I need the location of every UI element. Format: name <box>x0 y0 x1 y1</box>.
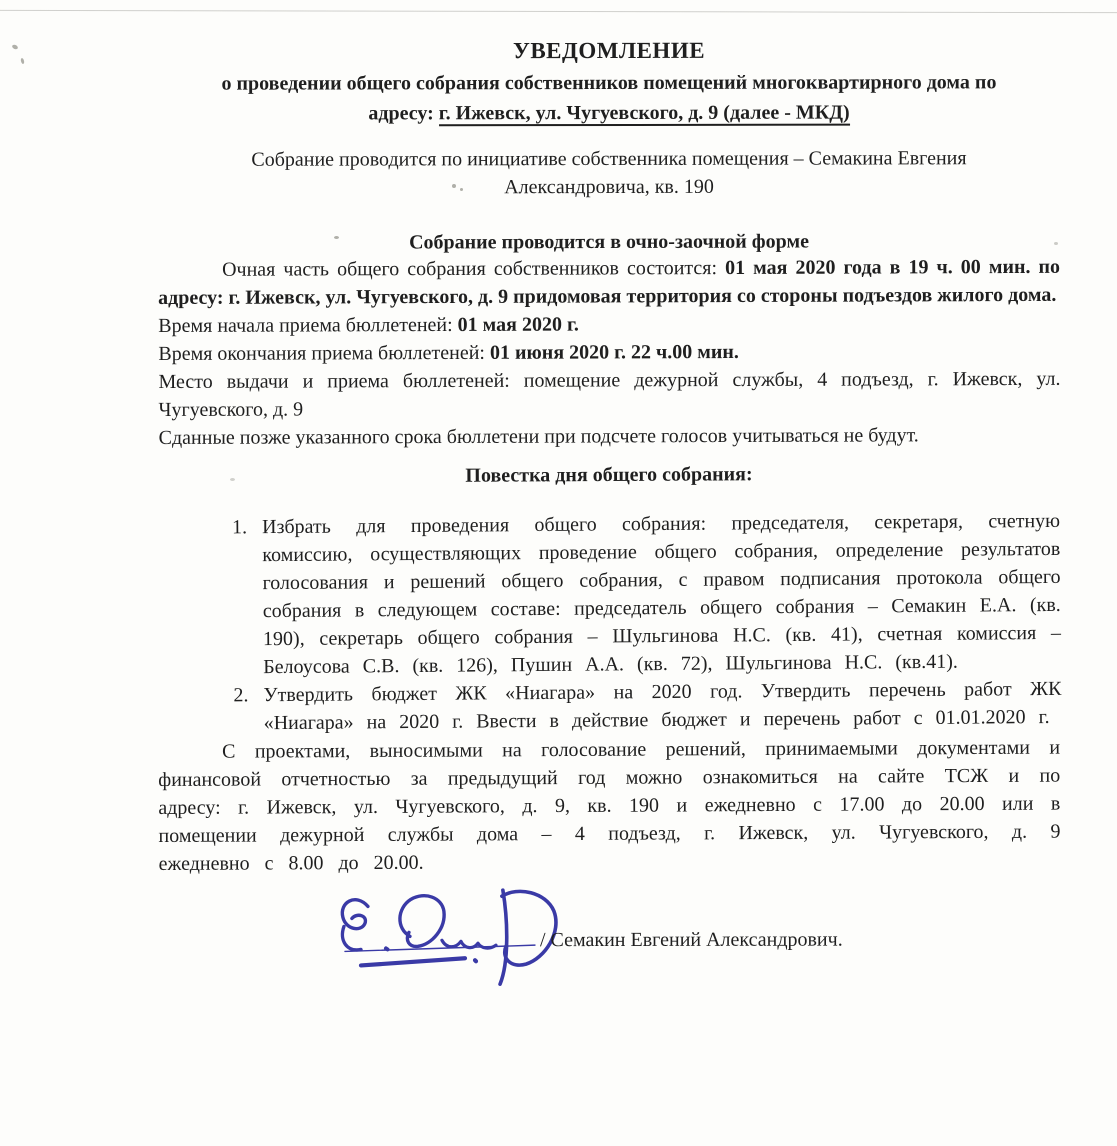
ballots-start-line <box>158 309 1060 340</box>
initiator-line-2: Александровича, кв. 190 <box>504 175 714 199</box>
meeting-details <box>158 253 1061 452</box>
ballots-end-line <box>158 337 1060 368</box>
ballots-place-line: Место выдачи и приема бюллетеней: помещение дежурной службы, 4 подъезд, г. Ижевск, ул. Чугуевского, д. 9 <box>158 367 1061 421</box>
agenda-item-1-text: Избрать для проведения общего собрания: председателя, секретаря, счетную комиссию, осуществляющих проведение общего собрания, определение результатов голосования и решений общего собрания, с правом подписания протокола общего собрания в следующем составе: председатель общего собрания – Семакин Е.А. (кв. 190), секретарь общего собрания – Шульгинова Н.С. (кв. 41), счетная комиссия – Белоусова С.В. (кв. 126), Пушин А.А. (кв. 72), Шульгинова Н.С. (кв.41). <box>262 509 1062 679</box>
subtitle-line-1: о проведении общего собрания собственников помещений многоквартирного дома по <box>221 71 997 95</box>
agenda-heading: Повестка дня общего собрания: <box>465 463 753 487</box>
subtitle-line-2 <box>158 97 1060 129</box>
agenda-item-2 <box>159 675 1061 738</box>
agenda-item-1-number: 1. <box>232 516 248 539</box>
in-person-label: Очная часть общего собрания собственников состоится: <box>222 257 726 281</box>
ballots-end-label: Время окончания приема бюллетеней: <box>158 341 491 365</box>
meeting-form-heading: Собрание проводится в очно-заочной форме <box>409 230 809 254</box>
closing-paragraph: С проектами, выносимыми на голосование решений, принимаемыми документами и финансовой отчетностью за предыдущий год можно ознакомиться на сайте ТСЖ и по адресу: г. Ижевск, ул. Чугуевского, д. 9, кв. 190 и ежедневно с 17.00 до 20.00 или в помещении дежурной службы дома – 4 подъезд, г. Ижевск, ул. Чугуевского, д. 9 ежедневно с 8.00 до 20.00. <box>158 736 1061 875</box>
in-person-part-paragraph <box>158 253 1060 312</box>
ballots-end-value: 01 июня 2020 г. 22 ч.00 мин. <box>489 340 739 364</box>
signature-block <box>158 891 1060 1033</box>
agenda-item-1 <box>158 507 1061 682</box>
initiator-paragraph <box>158 144 1060 202</box>
late-ballots-note: Сданные позже указанного срока бюллетени при подсчете голосов учитываться не будут. <box>158 424 919 449</box>
ballots-start-label: Время начала приема бюллетеней: <box>158 313 458 337</box>
document-title: УВЕДОМЛЕНИЕ <box>512 37 706 64</box>
agenda-item-2-text: Утвердить бюджет ЖК «Ниагара» на 2020 год. Утвердить перечень работ ЖК «Ниагара» на 2020 г. Ввести в действие бюджет и перечень работ с 01.01.2020 г. <box>263 677 1062 735</box>
initiator-line-1: Собрание проводится по инициативе собственника помещения – Семакина Евгения <box>251 147 967 171</box>
subtitle-address-prefix: адресу: <box>368 102 439 125</box>
signatory-name: / Семакин Евгений Александрович. <box>539 928 843 952</box>
agenda-list <box>158 507 1062 738</box>
signature-ink <box>330 884 575 994</box>
agenda-item-2-number: 2. <box>233 684 249 707</box>
in-person-value: 01 мая 2020 года в 19 ч. 00 мин. по адресу: г. Ижевск, ул. Чугуевского, д. 9 придомовая территория со стороны подъездов жилого дома. <box>158 255 1061 309</box>
subtitle-address-underlined: г. Ижевск, ул. Чугуевского, д. 9 (далее - МКД) <box>438 101 850 125</box>
document-subtitle <box>158 67 1060 129</box>
ballots-start-value: 01 мая 2020 г. <box>457 313 579 336</box>
